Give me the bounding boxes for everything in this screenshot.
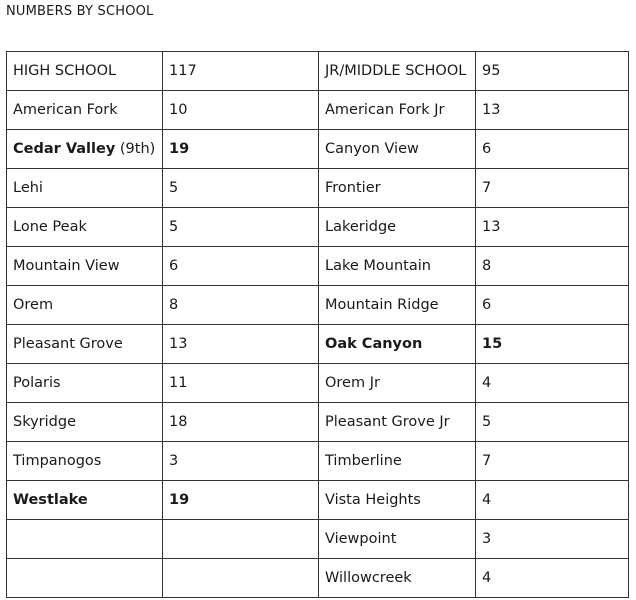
high-school-count: 5 xyxy=(163,169,319,208)
high-school-name-text: American Fork xyxy=(13,102,118,118)
table-row xyxy=(7,91,629,130)
table-row xyxy=(7,442,629,481)
table-header-row xyxy=(7,52,629,91)
grade-note: (9th) xyxy=(115,141,156,157)
table-row xyxy=(7,559,629,598)
high-school-name xyxy=(7,91,163,130)
middle-school-count: 4 xyxy=(476,481,629,520)
high-school-name-text: Skyridge xyxy=(13,414,76,430)
middle-school-count: 13 xyxy=(476,208,629,247)
middle-school-name: Viewpoint xyxy=(319,520,476,559)
high-school-name xyxy=(7,559,163,598)
table-row xyxy=(7,130,629,169)
table-row xyxy=(7,520,629,559)
high-school-name xyxy=(7,520,163,559)
middle-school-name: Frontier xyxy=(319,169,476,208)
middle-school-name: Lakeridge xyxy=(319,208,476,247)
high-school-count: 19 xyxy=(163,130,319,169)
high-school-name xyxy=(7,364,163,403)
high-school-name xyxy=(7,286,163,325)
middle-school-name: Lake Mountain xyxy=(319,247,476,286)
high-school-name xyxy=(7,481,163,520)
middle-school-count: 5 xyxy=(476,403,629,442)
jr-middle-school-header: JR/MIDDLE SCHOOL xyxy=(319,52,476,91)
high-school-name-text: Lehi xyxy=(13,180,43,196)
high-school-count: 5 xyxy=(163,208,319,247)
table-row xyxy=(7,403,629,442)
high-school-count: 8 xyxy=(163,286,319,325)
high-school-name-text: Orem xyxy=(13,297,54,313)
high-school-count: 13 xyxy=(163,325,319,364)
school-numbers-table xyxy=(6,51,629,598)
middle-school-count: 7 xyxy=(476,169,629,208)
page-title: NUMBERS BY SCHOOL xyxy=(6,4,154,19)
middle-school-count: 7 xyxy=(476,442,629,481)
middle-school-name: Oak Canyon xyxy=(319,325,476,364)
high-school-name-text: Lone Peak xyxy=(13,219,87,235)
middle-school-name: Timberline xyxy=(319,442,476,481)
middle-school-name: American Fork Jr xyxy=(319,91,476,130)
high-school-name xyxy=(7,442,163,481)
high-school-count xyxy=(163,520,319,559)
table-row xyxy=(7,208,629,247)
high-school-name xyxy=(7,130,163,169)
high-school-header: HIGH SCHOOL xyxy=(7,52,163,91)
middle-school-name: Orem Jr xyxy=(319,364,476,403)
high-school-count: 11 xyxy=(163,364,319,403)
middle-school-count: 6 xyxy=(476,286,629,325)
middle-school-count: 6 xyxy=(476,130,629,169)
high-school-name-text: Polaris xyxy=(13,375,61,391)
table-row xyxy=(7,481,629,520)
high-school-name xyxy=(7,247,163,286)
middle-school-count: 8 xyxy=(476,247,629,286)
high-school-name-text: Mountain View xyxy=(13,258,120,274)
middle-school-count: 3 xyxy=(476,520,629,559)
high-school-count: 18 xyxy=(163,403,319,442)
middle-school-name: Willowcreek xyxy=(319,559,476,598)
middle-school-count: 4 xyxy=(476,364,629,403)
high-school-name xyxy=(7,169,163,208)
high-school-count: 10 xyxy=(163,91,319,130)
middle-school-count: 13 xyxy=(476,91,629,130)
table-row xyxy=(7,169,629,208)
high-school-total: 117 xyxy=(163,52,319,91)
middle-school-name: Vista Heights xyxy=(319,481,476,520)
high-school-name xyxy=(7,403,163,442)
middle-school-count: 4 xyxy=(476,559,629,598)
high-school-name-text: Pleasant Grove xyxy=(13,336,123,352)
high-school-name-text: Timpanogos xyxy=(13,453,102,469)
high-school-count: 3 xyxy=(163,442,319,481)
high-school-name xyxy=(7,208,163,247)
middle-school-name: Pleasant Grove Jr xyxy=(319,403,476,442)
jr-middle-school-total: 95 xyxy=(476,52,629,91)
middle-school-name: Mountain Ridge xyxy=(319,286,476,325)
middle-school-count: 15 xyxy=(476,325,629,364)
high-school-count xyxy=(163,559,319,598)
high-school-count: 6 xyxy=(163,247,319,286)
table-row xyxy=(7,325,629,364)
table-row xyxy=(7,364,629,403)
high-school-name-text: Cedar Valley xyxy=(13,141,116,157)
table-row xyxy=(7,247,629,286)
high-school-name-text: Westlake xyxy=(13,492,88,508)
middle-school-name: Canyon View xyxy=(319,130,476,169)
table-row xyxy=(7,286,629,325)
high-school-count: 19 xyxy=(163,481,319,520)
high-school-name xyxy=(7,325,163,364)
